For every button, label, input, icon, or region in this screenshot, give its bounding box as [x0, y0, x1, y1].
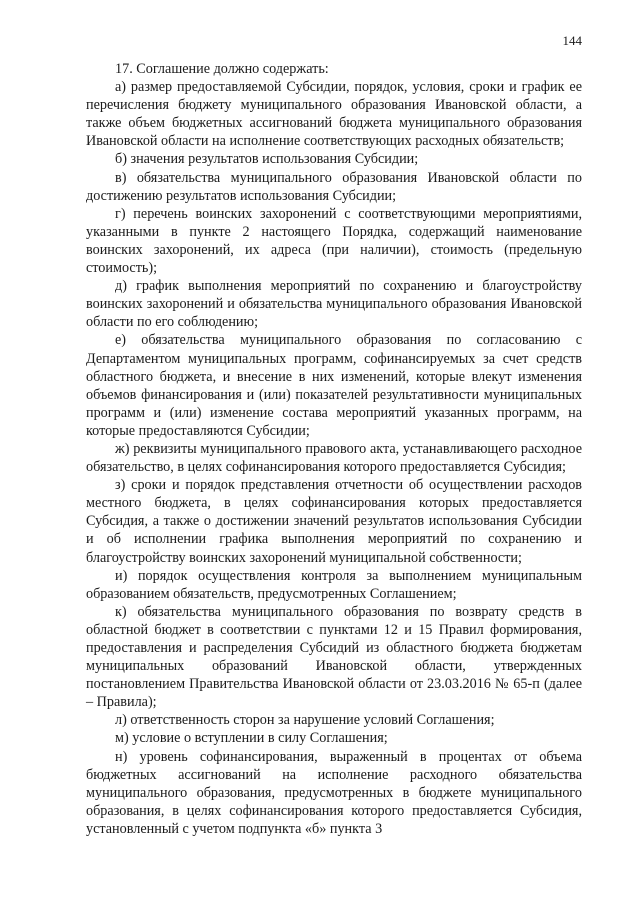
paragraph-i: и) порядок осуществления контроля за выполнением муниципальным образованием обязательств, предусмотренных Соглашением;: [86, 567, 582, 602]
paragraph-a: а) размер предоставляемой Субсидии, порядок, условия, сроки и график ее перечисления бюджету муниципального образования Ивановской области, а также объем бюджетных ассигнований бюджета муниципального образования Ивановской области на исполнение соответствующих расходных обязательств;: [86, 79, 582, 150]
paragraph-m: м) условие о вступлении в силу Соглашения;: [115, 730, 388, 747]
paragraph-zh: ж) реквизиты муниципального правового акта, устанавливающего расходное обязательство, в целях софинансирования которого предоставляется Субсидия;: [86, 440, 582, 476]
paragraph-b: б) значения результатов использования Субсидии;: [115, 151, 419, 168]
paragraph-g: г) перечень воинских захоронений с соответствующими мероприятиями, указанными в пункте 2 настоящего Порядка, содержащий наименование воинских захоронений, их адреса (при наличии), стоимость (предельную стоимость);: [86, 205, 582, 277]
paragraph-z: з) сроки и порядок представления отчетности об осуществлении расходов местного бюджета, в целях софинансирования которых предоставляется Субсидия, а также о достижении значений результатов использования Субсидии и об исполнении графика выполнения мероприятий по сохранению и благоустройству воинских захоронений муниципальной собственности;: [86, 477, 582, 566]
paragraph-e: е) обязательства муниципального образования по согласованию с Департаментом муниципальных программ, софинансируемых за счет средств областного бюджета, и внесение в них изменений, которые влекут изменения объемов финансирования и (или) показателей результативности муниципальных программ и (или) изменение состава мероприятий указанных программ, на которые предоставляются Субсидии;: [86, 332, 582, 439]
paragraph-l: л) ответственность сторон за нарушение условий Соглашения;: [115, 712, 495, 729]
paragraph-n: н) уровень софинансирования, выраженный в процентах от объема бюджетных ассигнований на исполнение расходного обязательства муниципального образования, предусмотренных в бюджете муниципального образования, в целях софинансирования которого предоставляется Субсидия, установленный с учетом подпункта «б» пункта 3: [86, 748, 582, 837]
paragraph-k: к) обязательства муниципального образования по возврату средств в областной бюджет в соответствии с пунктами 12 и 15 Правил формирования, предоставления и распределения Субсидий из областного бюджета бюджетам муниципальных образований Ивановской области, утвержденных постановлением Правительства Ивановской области от 23.03.2016 № 65-п (далее – Правила);: [86, 603, 582, 711]
document-body: [86, 60, 582, 838]
paragraph-17-heading: 17. Соглашение должно содержать:: [115, 61, 329, 77]
paragraph-v: в) обязательства муниципального образования Ивановской области по достижению результатов использования Субсидии;: [86, 169, 582, 204]
page-number: 144: [562, 33, 582, 48]
paragraph-d: д) график выполнения мероприятий по сохранению и благоустройству воинских захоронений и обязательства муниципального образования Ивановской области по его соблюдению;: [86, 278, 582, 331]
